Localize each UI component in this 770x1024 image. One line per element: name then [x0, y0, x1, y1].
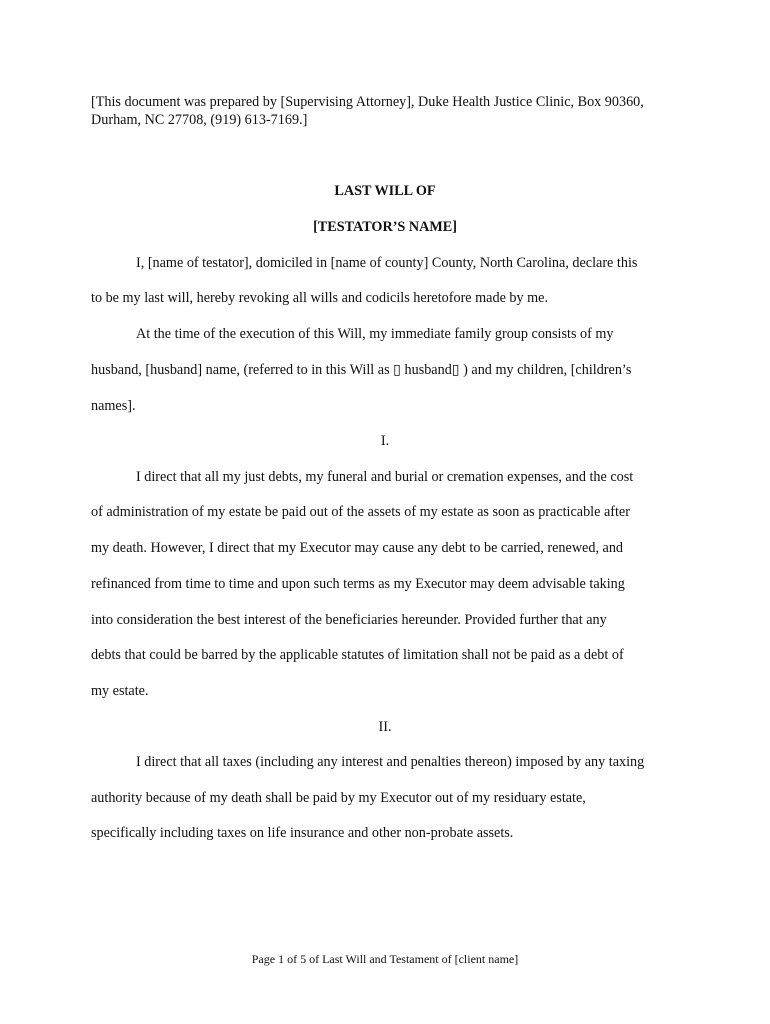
section-1-heading: I. [380, 433, 390, 449]
intro-line-2: to be my last will, hereby revoking all wills and codicils heretofore made by me. [91, 290, 549, 306]
section-1-line-5: into consideration the best interest of the beneficiaries hereunder. Provided further that any [91, 612, 607, 628]
intro-line-3: At the time of the execution of this Will, my immediate family group consists of my [136, 326, 614, 342]
intro-line-5: names]. [91, 398, 136, 414]
page-footer: Page 1 of 5 of Last Will and Testament of [client name] [251, 952, 519, 966]
section-1-line-3: my death. However, I direct that my Executor may cause any debt to be carried, renewed, and [91, 540, 624, 556]
section-1-line-2: of administration of my estate be paid out of the assets of my estate as soon as practicable after [91, 504, 630, 520]
title-line-1: LAST WILL OF [334, 183, 436, 199]
section-1-line-7: my estate. [91, 683, 149, 699]
section-1-line-4: refinanced from time to time and upon such terms as my Executor may deem advisable taking [91, 576, 625, 592]
section-1-line-1: I direct that all my just debts, my funeral and burial or cremation expenses, and the cost [136, 469, 634, 485]
preparer-note: [This document was prepared by [Supervising Attorney], Duke Health Justice Clinic, Box 90360, Durham, NC 27708, (919) 613-7169.] [91, 94, 644, 128]
section-2-line-2: authority because of my death shall be paid by my Executor out of my residuary estate, [91, 790, 586, 806]
intro-line-1: I, [name of testator], domiciled in [name of county] County, North Carolina, declare this [136, 255, 638, 271]
section-2-heading: II. [378, 719, 392, 735]
intro-line-4: husband, [husband] name, (referred to in this Will as ▯ husband▯ ) and my children, [children’s [91, 362, 632, 378]
section-2-line-3: specifically including taxes on life insurance and other non-probate assets. [91, 825, 514, 841]
section-1-line-6: debts that could be barred by the applicable statutes of limitation shall not be paid as a debt of [91, 647, 624, 663]
title-line-2: [TESTATOR’S NAME] [313, 219, 457, 235]
section-2-line-1: I direct that all taxes (including any interest and penalties thereon) imposed by any taxing [136, 754, 645, 770]
